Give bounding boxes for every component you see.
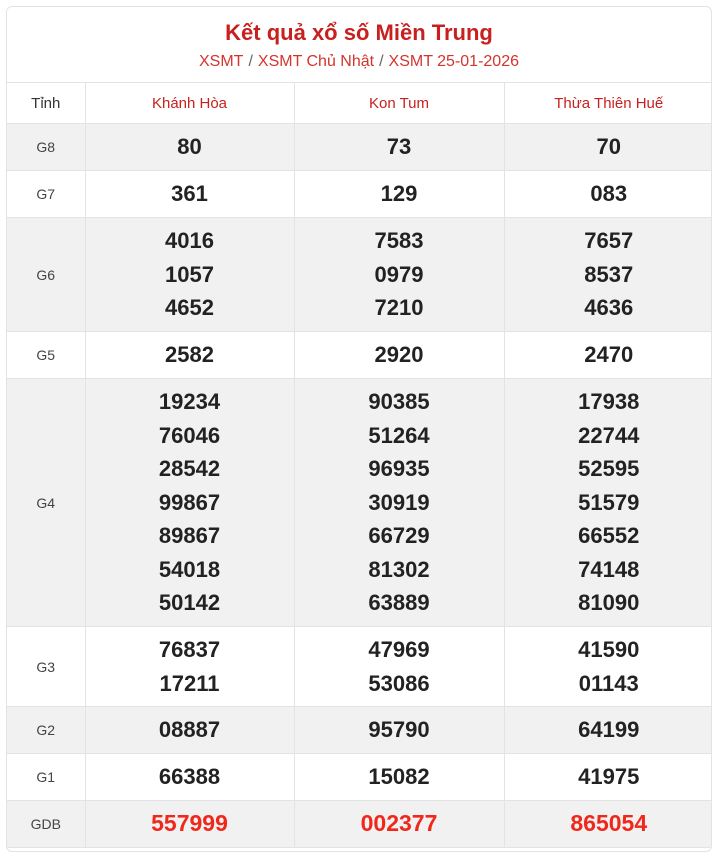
result-number: 002377 — [360, 810, 438, 837]
result-number: 7583 — [374, 228, 424, 254]
result-number: 2920 — [374, 342, 424, 368]
result-number: 41590 — [578, 637, 640, 662]
result-number: 81090 — [578, 590, 640, 616]
result-number: 66729 — [368, 523, 430, 549]
result-cell — [85, 124, 294, 171]
result-cell — [294, 218, 504, 332]
prize-row-g4 — [7, 379, 712, 627]
result-cell — [85, 754, 294, 801]
result-number: 2470 — [584, 342, 634, 368]
result-cell — [504, 707, 712, 754]
result-number: 52595 — [578, 456, 640, 482]
prize-row-g1 — [7, 754, 712, 801]
breadcrumb-separator: / — [248, 53, 253, 70]
prize-label: G4 — [7, 379, 85, 627]
results-table — [7, 83, 712, 848]
result-cell — [294, 627, 504, 707]
result-number: 81302 — [368, 556, 430, 582]
result-cell — [85, 171, 294, 218]
result-number: 66552 — [578, 523, 640, 549]
result-cell — [85, 332, 294, 379]
result-number: 17938 — [578, 389, 640, 415]
result-number: 89867 — [158, 523, 221, 549]
prize-label: G6 — [7, 218, 85, 332]
result-cell — [504, 218, 712, 332]
result-number: 129 — [380, 181, 418, 207]
result-number: 41975 — [578, 764, 640, 790]
result-number: 47969 — [368, 637, 430, 662]
result-number: 15082 — [368, 764, 430, 790]
prize-label: G1 — [7, 754, 85, 801]
result-number: 50142 — [158, 590, 221, 616]
result-number: 4652 — [165, 295, 214, 321]
result-cell — [85, 627, 294, 707]
result-number: 22744 — [578, 422, 640, 448]
result-number: 1057 — [165, 261, 214, 287]
result-cell — [294, 801, 504, 848]
table-header-row — [7, 83, 712, 124]
result-cell — [504, 801, 712, 848]
prize-row-g5 — [7, 332, 712, 379]
result-cell — [504, 379, 712, 627]
breadcrumb-separator: / — [379, 53, 384, 70]
province-thua-thien-hue[interactable]: Thừa Thiên Huế — [504, 83, 712, 124]
result-number: 8537 — [584, 261, 634, 287]
province-column-label: Tỉnh — [7, 83, 85, 124]
result-number: 70 — [596, 134, 621, 160]
result-cell — [294, 171, 504, 218]
result-number: 63889 — [368, 590, 430, 616]
result-number: 7657 — [584, 228, 634, 254]
result-number: 73 — [386, 134, 412, 160]
prize-label: G2 — [7, 707, 85, 754]
result-cell — [504, 627, 712, 707]
result-number: 90385 — [368, 389, 430, 415]
result-number: 76046 — [158, 422, 221, 448]
results-body — [7, 124, 712, 848]
page-title: Kết quả xổ số Miền Trung — [225, 20, 493, 45]
result-number: 361 — [171, 181, 208, 207]
breadcrumb-link-xsmt[interactable]: XSMT — [198, 53, 244, 70]
results-header — [7, 7, 711, 83]
prize-row-gdb — [7, 801, 712, 848]
result-cell — [504, 332, 712, 379]
prize-label: G3 — [7, 627, 85, 707]
result-number: 865054 — [570, 810, 648, 837]
prize-row-g7 — [7, 171, 712, 218]
result-number: 28542 — [158, 456, 221, 482]
result-number: 17211 — [159, 670, 220, 696]
result-number: 96935 — [368, 456, 430, 482]
result-cell — [85, 707, 294, 754]
breadcrumb — [7, 52, 711, 72]
result-cell — [85, 801, 294, 848]
result-number: 51264 — [368, 422, 430, 448]
result-cell — [294, 707, 504, 754]
prize-row-g6 — [7, 218, 712, 332]
result-number: 01143 — [578, 670, 639, 696]
result-number: 80 — [177, 134, 202, 160]
result-cell — [294, 124, 504, 171]
result-cell — [85, 218, 294, 332]
result-number: 083 — [590, 181, 628, 207]
prize-row-g3 — [7, 627, 712, 707]
result-cell — [504, 124, 712, 171]
result-number: 53086 — [368, 670, 430, 696]
prize-label: G7 — [7, 171, 85, 218]
result-number: 7210 — [374, 295, 424, 321]
prize-row-g8 — [7, 124, 712, 171]
result-number: 08887 — [158, 717, 221, 743]
prize-label: GDB — [7, 801, 85, 848]
result-number: 54018 — [158, 556, 221, 582]
result-number: 51579 — [578, 489, 640, 515]
result-number: 74148 — [578, 556, 640, 582]
result-cell — [294, 754, 504, 801]
result-cell — [504, 171, 712, 218]
result-cell — [294, 332, 504, 379]
result-number: 0979 — [374, 261, 424, 287]
result-cell — [85, 379, 294, 627]
breadcrumb-link-xsmt-chu-nhat[interactable]: XSMT Chủ Nhật — [257, 53, 375, 70]
prize-label: G8 — [7, 124, 85, 171]
result-number: 95790 — [368, 717, 430, 743]
results-card — [6, 6, 712, 852]
result-number: 2582 — [165, 342, 214, 368]
result-number: 66388 — [158, 764, 221, 790]
result-number: 19234 — [158, 389, 221, 415]
result-number: 557999 — [151, 810, 228, 837]
result-number: 4016 — [165, 228, 214, 254]
province-khanh-hoa[interactable]: Khánh Hòa — [85, 83, 294, 124]
breadcrumb-link-xsmt-date[interactable]: XSMT 25-01-2026 — [388, 53, 519, 70]
result-number: 76837 — [158, 637, 221, 662]
result-number: 99867 — [158, 489, 221, 515]
result-number: 4636 — [584, 295, 634, 321]
result-number: 30919 — [368, 489, 430, 515]
province-kon-tum[interactable]: Kon Tum — [294, 83, 504, 124]
prize-label: G5 — [7, 332, 85, 379]
result-number: 64199 — [578, 717, 640, 743]
result-cell — [504, 754, 712, 801]
result-cell — [294, 379, 504, 627]
prize-row-g2 — [7, 707, 712, 754]
